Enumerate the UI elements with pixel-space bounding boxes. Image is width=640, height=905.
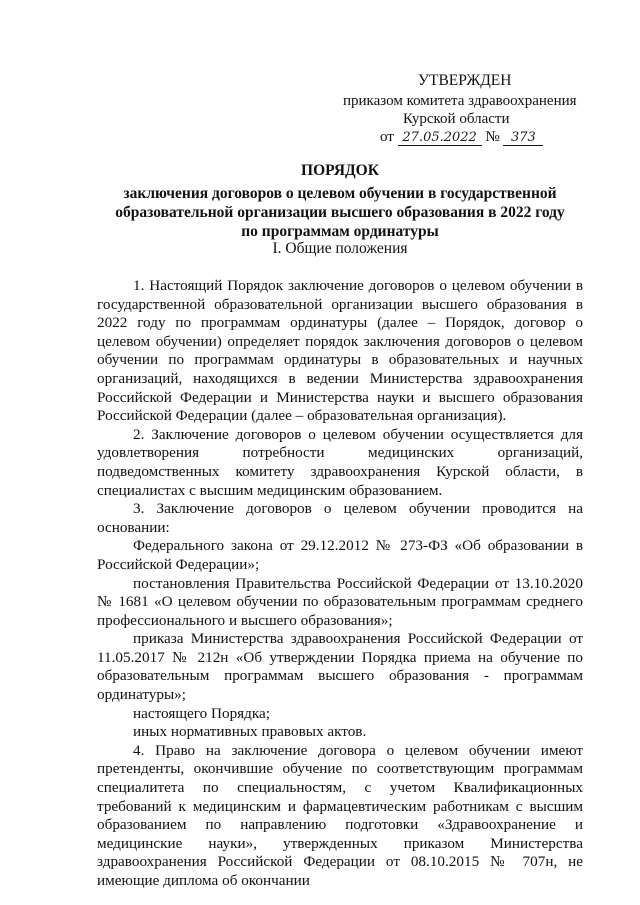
basis-item-1: Федерального закона от 29.12.2012 № 273-ФЗ «Об образовании в Российской Федерации»; bbox=[97, 537, 583, 573]
handwritten-date: 27.05.2022 bbox=[398, 130, 482, 146]
document-title: ПОРЯДОК bbox=[301, 162, 379, 179]
paragraph-4: 4. Право на заключение договора о целевом обучении имеют претенденты, окончившие обучение по соответствующим программам специалитета по специальностям, с учетом Квалификационных требований к медицинским и фармацевтическим работникам с высшим образованием по направлению подготовки «Здравоохранение и медицинские науки», утвержденных приказом Министерства здравоохранения Российской Федерации от 08.10.2015 № 707н, не имеющие диплома об окончании bbox=[97, 741, 583, 889]
approval-line-2: Курской области bbox=[403, 111, 510, 127]
paragraph-2: 2. Заключение договоров о целевом обучении осуществляется для удовлетворения потребности медицинских организаций, подведомственных комитету здравоохранения Курской области, в специалистах с высшим медицинским образованием. bbox=[97, 425, 583, 499]
paragraph-1: 1. Настоящий Порядок заключение договоров о целевом обучении в государственной образовательной организации высшего образования в 2022 году по программам ординатуры (далее – Порядок, договор о целевом обучении) определяет порядок заключения договоров о целевом обучении по программам ординатуры в образовательных и научных организаций, находящихся в ведении Министерства здравоохранения Российской Федерации и Министерства науки и высшего образования Российской Федерации (далее – образовательная организация). bbox=[97, 277, 583, 425]
heading-line-3: по программам ординатуры bbox=[241, 223, 439, 240]
document-heading bbox=[90, 161, 590, 241]
basis-item-2: постановления Правительства Российской Федерации от 13.10.2020 № 1681 «О целевом обучении по образовательным программам среднего профессионального и высшего образования»; bbox=[97, 574, 583, 629]
handwritten-number: 373 bbox=[503, 130, 543, 146]
approval-date-line bbox=[380, 128, 543, 146]
number-label: № bbox=[485, 129, 500, 145]
approval-line-1: приказом комитета здравоохранения bbox=[343, 93, 577, 109]
from-label: от bbox=[380, 129, 394, 145]
paragraph-3: 3. Заключение договоров о целевом обучении проводится на основании: bbox=[97, 500, 583, 536]
basis-item-3: приказа Министерства здравоохранения Российской Федерации от 11.05.2017 № 212н «Об утверждении Порядка приема на обучение по образовательным программам высшего образования - программам ординатуры»; bbox=[97, 630, 583, 704]
heading-line-2: образовательной организации высшего образования в 2022 году bbox=[115, 204, 565, 221]
basis-item-4: настоящего Порядка; bbox=[133, 704, 270, 722]
heading-line-1: заключения договоров о целевом обучении в государственной bbox=[123, 185, 557, 202]
approval-title: УТВЕРЖДЕН bbox=[418, 72, 512, 89]
basis-item-5: иных нормативных правовых актов. bbox=[133, 723, 367, 741]
section-title: I. Общие положения bbox=[272, 240, 408, 257]
document-body bbox=[97, 277, 583, 891]
